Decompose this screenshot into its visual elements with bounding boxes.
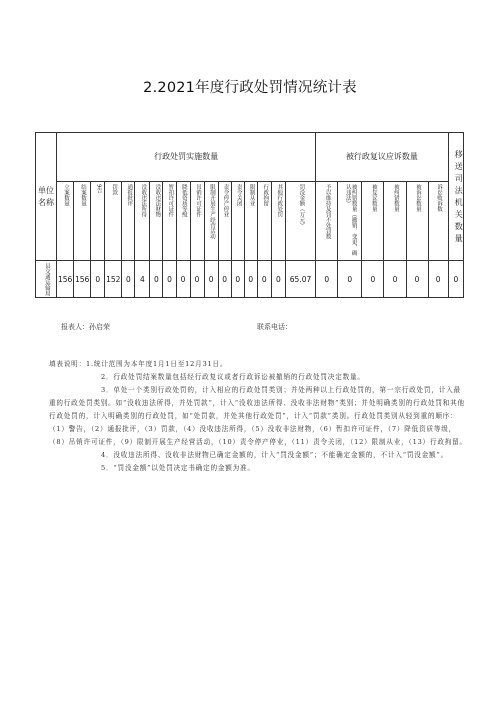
org-name: 县交通运输局 <box>43 262 50 296</box>
value-cell: 4 <box>135 261 150 298</box>
value-cell: 0 <box>316 261 338 298</box>
column-header-label: 责令停产停业 <box>222 184 229 217</box>
value-cell: 0 <box>406 261 428 298</box>
penalty-column-header <box>57 182 74 261</box>
note-4: 4．没收违法所得、没收非法财物已确定金额的，计入“罚没金额”；不能确定金额的，不计入“罚没金额”。 <box>101 451 449 459</box>
column-header-label: 责令关闭 <box>235 184 242 206</box>
value-cell: 65.07 <box>285 261 315 298</box>
value-cell: 156 <box>74 261 91 298</box>
column-header-label: 罚款 <box>111 184 118 195</box>
column-header-label: 罚没金额（万元） <box>298 184 305 228</box>
value-cell: 0 <box>271 261 285 298</box>
column-header-label: 9告 <box>95 184 102 193</box>
value-cell: 0 <box>362 261 384 298</box>
value-cell: 0 <box>122 261 135 298</box>
column-header-label: 没收违法财物 <box>154 184 161 217</box>
column-header-label: 没收违法所得 <box>140 184 147 217</box>
review-column-header <box>406 182 428 261</box>
column-header-label: 结案数量 <box>80 184 87 206</box>
value-cell: 0 <box>91 261 105 298</box>
penalty-statistics-table <box>35 132 471 298</box>
penalty-group-header: 行政处罚实施数量 <box>57 133 316 182</box>
review-column-header <box>428 182 448 261</box>
value-cell: 0 <box>150 261 163 298</box>
penalty-column-header <box>218 182 231 261</box>
column-header-label: 立案数量 <box>62 184 69 206</box>
penalty-column-header <box>122 182 135 261</box>
penalty-column-header <box>204 182 218 261</box>
column-header-label: 限制开展生产经营活动 <box>209 184 215 239</box>
value-cell: 0 <box>163 261 176 298</box>
value-cell: 0 <box>244 261 257 298</box>
penalty-column-header <box>150 182 163 261</box>
penalty-column-header <box>271 182 285 261</box>
value-cell: 0 <box>204 261 218 298</box>
column-header-label: 被纠错数量 <box>392 184 399 212</box>
column-header-label: 降低资质等级 <box>180 184 187 217</box>
value-cell: 0 <box>231 261 244 298</box>
column-header-label: 其他行政处罚 <box>276 184 283 217</box>
value-cell: 0 <box>428 261 448 298</box>
penalty-column-header <box>244 182 257 261</box>
value-cell: 0 <box>257 261 271 298</box>
table-row <box>36 261 464 298</box>
column-header-label: 诉讼败诉数 <box>436 184 443 212</box>
phone-label: 联系电话： <box>257 323 292 331</box>
review-column-header <box>338 182 362 261</box>
penalty-column-header <box>74 182 91 261</box>
value-cell: 0 <box>176 261 190 298</box>
value-cell: 0 <box>448 261 463 298</box>
note-2: 2．行政处罚结案数量包括经行政复议或者行政诉讼被撤销的行政处罚决定数量。 <box>101 373 365 381</box>
column-header-label: 暂扣许可证件 <box>167 184 174 217</box>
value-cell: 152 <box>105 261 122 298</box>
column-header-label: 被复议数量 <box>370 184 377 212</box>
value-cell: 156 <box>57 261 74 298</box>
fill-instructions <box>49 358 467 475</box>
review-group-header: 被行政复议应诉数量 <box>316 133 449 182</box>
review-column-header <box>362 182 384 261</box>
column-header-label: 通报批评 <box>126 184 133 206</box>
transfer-header: 移送司法机关数量 <box>448 133 463 261</box>
penalty-column-header <box>257 182 271 261</box>
penalty-column-header <box>190 182 204 261</box>
column-header-label: 予以维持及罚不处罚数 <box>324 184 331 239</box>
column-header-label: 吊销许可证件 <box>194 184 201 217</box>
reporter-label: 报表人：孙启荣 <box>61 323 110 331</box>
note-3: 3．单处一个类别行政处罚的，计入相应的行政处罚类别；并处两种以上行政处罚的，第一宗行政处罚，计入最重的行政处罚类别。如“没收违法所得，并处罚款”，计入“没收违法所得、没收非法财物”类别；并处明确类别的行政处罚和其他行政处罚的，计入明确类别的行政处罚，如“处罚款，并处其他行政处罚”，计入“罚款”类别。行政处罚类别从轻到重的顺序：（1）警告，（2）通报批评，（3）罚款，（4）没收违法所得，（5）没收非法财物，（6）暂扣许可证件，（7）降低资质等级，（8）吊销许可证件，（9）限制开展生产经营活动，（10）责令停产停业，（11）责令关闭，（12）限制从业，（13）行政拘留。 <box>49 386 467 446</box>
value-cell: 0 <box>338 261 362 298</box>
review-column-header <box>316 182 338 261</box>
penalty-column-header <box>105 182 122 261</box>
penalty-column-header <box>91 182 105 261</box>
penalty-column-header <box>285 182 315 261</box>
page-title: 2.2021年度行政处罚情况统计表 <box>143 80 357 96</box>
penalty-column-header <box>231 182 244 261</box>
penalty-column-header <box>176 182 190 261</box>
column-header-label: 被诉讼数量 <box>414 184 421 212</box>
penalty-column-header <box>135 182 150 261</box>
review-column-header <box>384 182 406 261</box>
value-cell: 0 <box>190 261 204 298</box>
unit-name-header: 单位名称 <box>36 133 57 261</box>
column-header-label: 限制从业 <box>248 184 255 206</box>
note-5: 5．“罚没金额”以处罚决定书确定的金额为准。 <box>101 464 255 472</box>
column-header-label: 被纠错数量（撤销、变更、确认违法） <box>344 184 357 256</box>
org-cell <box>36 261 57 298</box>
penalty-column-header <box>163 182 176 261</box>
value-cell: 0 <box>384 261 406 298</box>
value-cell: 0 <box>218 261 231 298</box>
note-1: 填表说明：1.统计范围为本年度1月1日至12月31日。 <box>49 360 228 368</box>
column-header-label: 行政拘留 <box>262 184 269 206</box>
